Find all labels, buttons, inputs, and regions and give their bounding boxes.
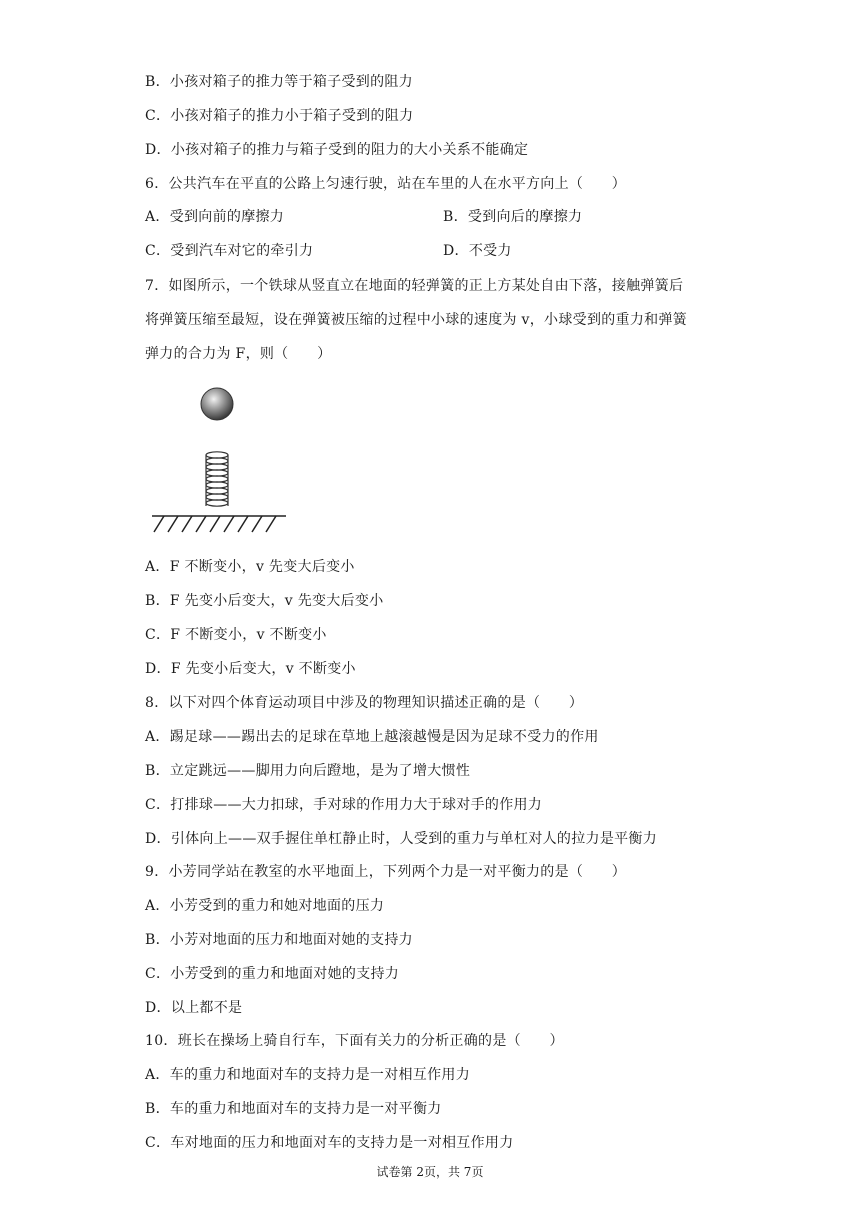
q9-stem: 9．小芳同学站在教室的水平地面上，下列两个力是一对平衡力的是（ ） xyxy=(145,864,627,880)
q9-option-a: A．小芳受到的重力和她对地面的压力 xyxy=(145,898,385,914)
q7-option-a: A．F 不断变小，v 先变大后变小 xyxy=(145,559,355,575)
q6-stem: 6．公共汽车在平直的公路上匀速行驶，站在车里的人在水平方向上（ ） xyxy=(145,176,627,192)
q7-stem-line3: 弹力的合力为 F，则（ ） xyxy=(145,346,332,362)
q7-option-b: B．F 先变小后变大，v 先变大后变小 xyxy=(145,593,384,609)
q8-option-a: A．踢足球——踢出去的足球在草地上越滚越慢是因为足球不受力的作用 xyxy=(145,729,599,745)
q10-option-b: B．车的重力和地面对车的支持力是一对平衡力 xyxy=(145,1101,442,1117)
q10-option-a: A．车的重力和地面对车的支持力是一对相互作用力 xyxy=(145,1067,471,1083)
spring xyxy=(206,452,228,506)
q6-option-a: A．受到向前的摩擦力 xyxy=(145,209,285,225)
q5-option-b: B．小孩对箱子的推力等于箱子受到的阻力 xyxy=(145,74,413,90)
q9-option-b: B．小芳对地面的压力和地面对她的支持力 xyxy=(145,932,413,948)
q5-option-d: D．小孩对箱子的推力与箱子受到的阻力的大小关系不能确定 xyxy=(145,142,529,158)
q9-option-c: C．小芳受到的重力和地面对她的支持力 xyxy=(145,966,400,982)
q6-option-b: B．受到向后的摩擦力 xyxy=(443,209,583,225)
q8-stem: 8．以下对四个体育运动项目中涉及的物理知识描述正确的是（ ） xyxy=(145,695,584,711)
q8-option-c: C．打排球——大力扣球，手对球的作用力大于球对手的作用力 xyxy=(145,797,543,813)
q8-option-b: B．立定跳远——脚用力向后蹬地，是为了增大惯性 xyxy=(145,763,471,779)
q10-option-c: C．车对地面的压力和地面对车的支持力是一对相互作用力 xyxy=(145,1135,514,1151)
ball-spring-figure xyxy=(148,382,293,542)
q7-stem-line1: 7．如图所示，一个铁球从竖直立在地面的轻弹簧的正上方某处自由下落，接触弹簧后 xyxy=(145,278,684,294)
q9-option-d: D．以上都不是 xyxy=(145,1000,243,1016)
q6-option-d: D．不受力 xyxy=(443,243,512,259)
q7-option-c: C．F 不断变小，v 不断变小 xyxy=(145,627,327,643)
q7-option-d: D．F 先变小后变大，v 不断变小 xyxy=(145,661,356,677)
q8-option-d: D．引体向上——双手握住单杠静止时，人受到的重力与单杠对人的拉力是平衡力 xyxy=(145,831,658,847)
page-footer: 试卷第 2页，共 7页 xyxy=(376,1165,484,1179)
q10-stem: 10．班长在操场上骑自行车，下面有关力的分析正确的是（ ） xyxy=(145,1033,564,1049)
iron-ball xyxy=(201,388,233,420)
q5-option-c: C．小孩对箱子的推力小于箱子受到的阻力 xyxy=(145,108,414,124)
q7-stem-line2: 将弹簧压缩至最短，设在弹簧被压缩的过程中小球的速度为 v，小球受到的重力和弹簧 xyxy=(145,312,688,328)
q6-option-c: C．受到汽车对它的牵引力 xyxy=(145,243,314,259)
ground xyxy=(152,516,286,532)
